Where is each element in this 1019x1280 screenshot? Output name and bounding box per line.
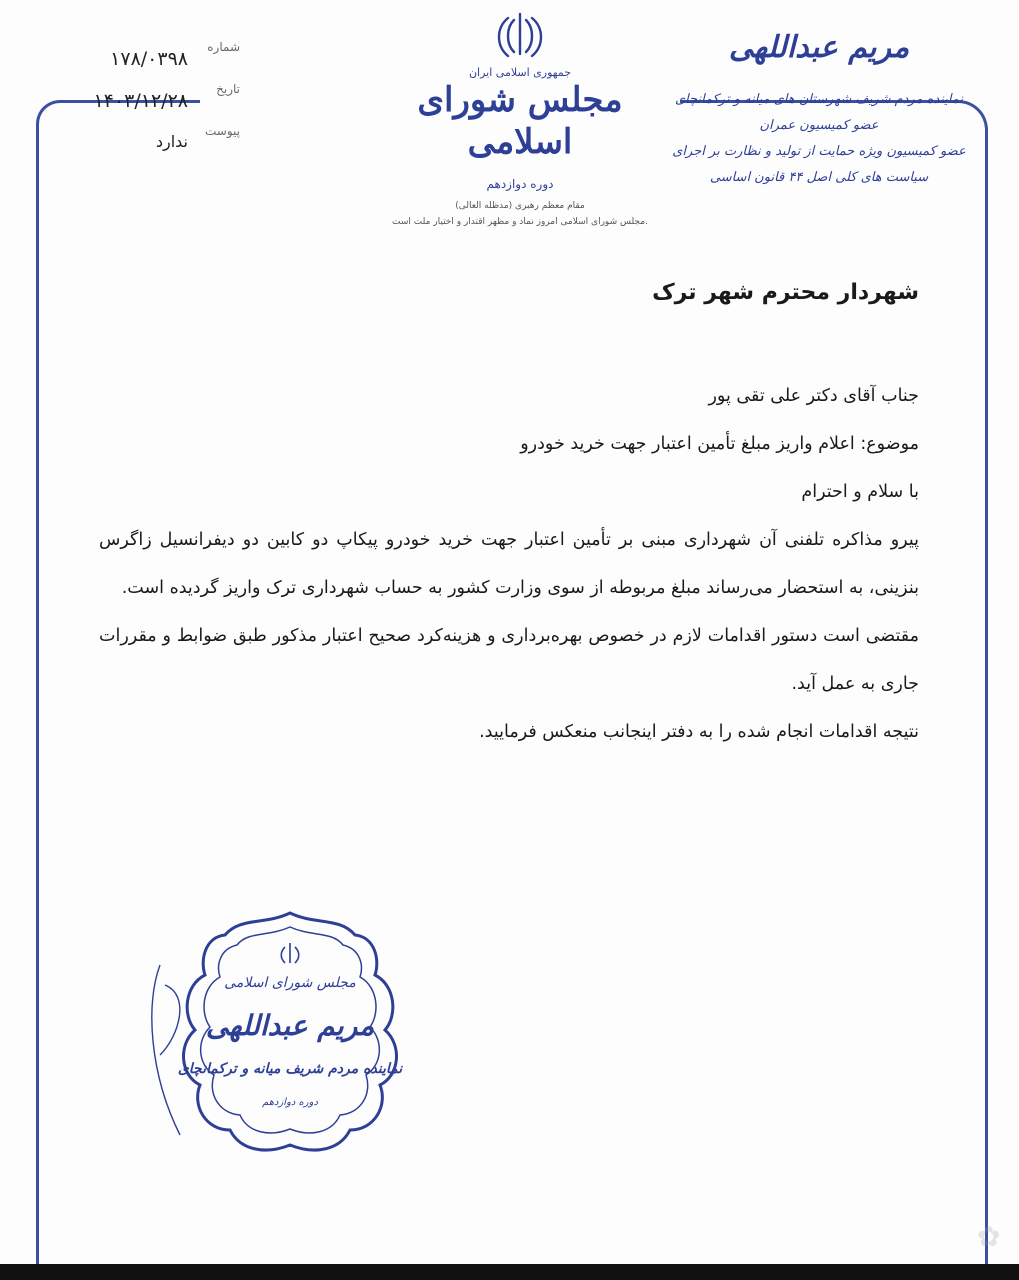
addressee-heading: شهردار محترم شهر ترک [652,280,919,305]
signature-scribble [152,965,180,1135]
representative-commission: عضو کمیسیون عمران [759,118,879,133]
representative-letterhead [669,30,969,191]
letter-body [99,372,919,756]
watermark-icon: ✿ [977,1220,1001,1253]
greeting: با سلام و احترام [801,482,919,502]
meta-attachment-row [70,124,240,166]
representative-name: مریم عبداللهی [728,30,910,65]
attachment-value: ندارد [155,132,188,151]
salutation-to: جناب آقای دکتر علی تقی پور [708,386,919,406]
attachment-label: پیوست [205,124,240,138]
parliament-term: دوره دوازدهم [486,177,554,191]
stamp-name: مریم عبداللهی [205,1009,375,1042]
stamp-title: نماینده مردم شریف میانه و ترکمانچای [177,1061,403,1077]
number-label: شماره [207,40,240,54]
date-value: ۱۴۰۳/۱۲/۲۸ [93,90,188,112]
republic-text: جمهوری اسلامی ایران [468,66,572,79]
body-paragraph-2: مقتضی است دستور اقدامات لازم در خصوص بهره‌برداری و هزینه‌کرد صحیح اعتبار مذکور طبق ضوابط و مقررات جاری به عمل آید. [99,626,919,694]
quote-text: مجلس شورای اسلامی امروز نماد و مظهر اقتدار و اختیار ملت است. [392,217,648,227]
body-paragraph-3: نتیجه اقدامات انجام شده را به دفتر اینجانب منعکس فرمایید. [479,722,919,742]
quote-author: مقام معظم رهبری (مدظله العالی) [455,201,585,211]
bottom-black-bar [0,1264,1019,1280]
date-label: تاریخ [216,82,240,96]
stamp-emblem-icon [281,943,299,963]
representative-special-commission: عضو کمیسیون ویژه حمایت از تولید و نظارت بر اجرای [672,144,966,159]
iran-emblem-icon [490,10,550,60]
stamp-term: دوره دوازدهم [262,1097,318,1108]
number-value: ۱۷۸/۰۳۹۸ [110,48,188,70]
letter-meta [70,40,240,166]
official-stamp [140,905,440,1175]
letter-subject: موضوع: اعلام واریز مبلغ تأمین اعتبار جهت خرید خودرو [520,434,919,454]
representative-special-commission-cont: سیاست های کلی اصل ۴۴ قانون اساسی [709,170,929,185]
parliament-letterhead [380,10,660,227]
meta-date-row [70,82,240,124]
representative-constituency: نماینده مردم شریف شهرستان های میانه و ترکمانچای [675,92,963,107]
parliament-title: مجلس شورای اسلامی [417,80,623,162]
body-paragraph-1: پیرو مذاکره تلفنی آن شهرداری مبنی بر تأمین اعتبار جهت خرید خودرو پیکاپ دو کابین دو دیفرانسیل زاگرس بنزینی، به استحضار می‌رساند مبلغ مربوطه از سوی وزارت کشور به حساب شهرداری ترک واریز گردیده است. [99,530,919,598]
stamp-parliament: مجلس شورای اسلامی [224,975,356,991]
meta-number-row [70,40,240,82]
